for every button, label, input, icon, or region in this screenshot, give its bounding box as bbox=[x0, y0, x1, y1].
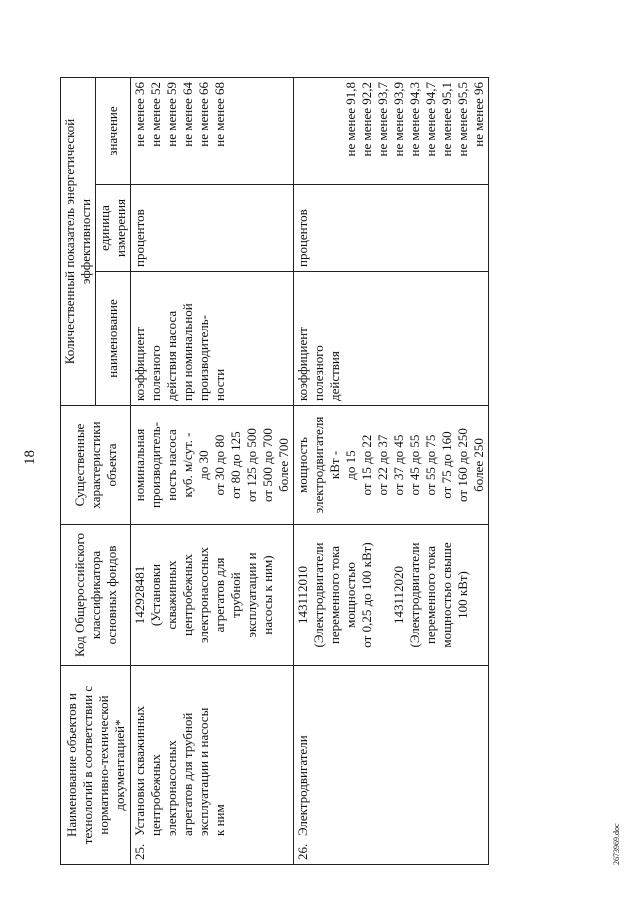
text-line: 143112010 bbox=[295, 565, 310, 625]
text-line: не менее 92,2 bbox=[359, 82, 374, 157]
header-value: значение bbox=[96, 78, 131, 185]
text-line: скважинных bbox=[164, 560, 179, 630]
header-row-1 bbox=[61, 78, 96, 865]
cell-code bbox=[294, 525, 489, 666]
text-line: не менее 95,1 bbox=[439, 82, 454, 157]
text-line: не менее 95,5 bbox=[455, 82, 470, 157]
text-line: производитель- bbox=[148, 422, 163, 508]
text-line: не менее 94,7 bbox=[423, 82, 438, 157]
text-line bbox=[375, 529, 391, 661]
text-line: от 22 до 37 bbox=[375, 434, 390, 496]
text-line: центробежных bbox=[148, 754, 163, 836]
text-line: Установки скважинных bbox=[132, 705, 147, 836]
text-line: кВт - bbox=[327, 450, 342, 480]
cell-object-name bbox=[294, 666, 489, 865]
spacer-line bbox=[327, 82, 343, 180]
header-object-name: Наименование объектов и технологий в соответствии с нормативно-технической документацией* bbox=[61, 666, 131, 865]
text-line: трубной bbox=[228, 572, 243, 618]
text-line: не менее 52 bbox=[148, 82, 163, 147]
text-line: от 15 до 22 bbox=[359, 434, 374, 496]
text-line: производитель- bbox=[196, 315, 211, 401]
text-line: не менее 94,3 bbox=[407, 82, 422, 157]
text-line: от 30 до 80 bbox=[212, 434, 227, 496]
header-indicator-group: Количественный показатель энергетической эффективности bbox=[61, 78, 96, 406]
text-line: куб. м/сут. - bbox=[180, 432, 195, 498]
document-id: 2673969.doc bbox=[612, 823, 621, 865]
text-line: от 80 до 125 bbox=[228, 431, 243, 499]
cell-values bbox=[131, 78, 294, 185]
spacer-line bbox=[311, 82, 327, 180]
text-line: эксплуатации и bbox=[244, 552, 259, 638]
cell-indicator bbox=[131, 272, 294, 406]
row-number: 26. bbox=[295, 843, 310, 860]
text-line: действия bbox=[327, 351, 342, 401]
text-line: от 160 до 250 bbox=[455, 428, 470, 502]
text-line: переменного тока bbox=[423, 545, 438, 645]
cell-unit: процентов bbox=[131, 185, 294, 272]
header-indicator-name: наименование bbox=[96, 272, 131, 406]
text-line: не менее 36 bbox=[132, 82, 147, 147]
cell-code bbox=[131, 525, 294, 666]
text-line: агрегатов для трубной bbox=[180, 712, 195, 836]
text-line: от 37 до 45 bbox=[391, 434, 406, 496]
text-line: не менее 64 bbox=[180, 82, 195, 147]
page-number: 18 bbox=[22, 450, 38, 465]
text-line: действия насоса bbox=[164, 310, 179, 401]
text-line: более 250 bbox=[471, 438, 486, 492]
text-line: от 0,25 до 100 кВт) bbox=[359, 542, 374, 648]
text-line: при номинальной bbox=[180, 303, 195, 401]
text-line: переменного тока bbox=[327, 545, 342, 645]
cell-values bbox=[294, 78, 489, 185]
text-line: электронасосных bbox=[196, 547, 211, 643]
text-line: мощностью свыше bbox=[439, 542, 454, 648]
text-line: не менее 66 bbox=[196, 82, 211, 147]
spacer-line bbox=[295, 82, 311, 180]
text-line: центробежных bbox=[180, 554, 195, 636]
text-line: 100 кВт) bbox=[455, 571, 470, 619]
cell-indicator bbox=[294, 272, 489, 406]
text-line: номинальная bbox=[132, 428, 147, 502]
text-line: мощность bbox=[295, 437, 310, 493]
text-line: (Установки bbox=[148, 563, 163, 627]
table-row bbox=[131, 78, 294, 865]
text-line: Электродвигатели bbox=[295, 735, 310, 836]
header-characteristics: Существенные характеристики объекта bbox=[61, 406, 131, 525]
cell-unit: процентов bbox=[294, 185, 489, 272]
text-line: от 55 до 75 bbox=[423, 434, 438, 496]
text-line: насосы к ним) bbox=[260, 555, 275, 635]
text-line: (Электродвигатели bbox=[311, 542, 326, 648]
text-line: от 125 до 500 bbox=[244, 428, 259, 502]
header-okof-code: Код Общероссийского классификатора основных фондов bbox=[61, 525, 131, 666]
text-line: к ним bbox=[212, 804, 227, 836]
table-row bbox=[294, 78, 489, 865]
text-line: коэффициент bbox=[132, 327, 147, 401]
row-name bbox=[295, 686, 311, 836]
text-line: 143112020 bbox=[391, 565, 406, 625]
text-line: 142928481 bbox=[132, 565, 147, 625]
text-line: не менее 59 bbox=[164, 82, 179, 147]
text-line: коэффициент bbox=[295, 327, 310, 401]
text-line: не менее 68 bbox=[212, 82, 227, 147]
text-line: агрегатов для bbox=[212, 557, 227, 633]
text-line: не менее 96 bbox=[471, 82, 486, 147]
text-line: ность насоса bbox=[164, 429, 179, 501]
cell-characteristics bbox=[131, 406, 294, 525]
text-line: до 30 bbox=[196, 450, 211, 480]
text-line: эксплуатации и насосы bbox=[196, 707, 211, 836]
text-line: более 700 bbox=[276, 438, 291, 492]
text-line: не менее 93,9 bbox=[391, 82, 406, 157]
efficiency-table bbox=[60, 77, 489, 865]
text-line: полезного bbox=[148, 345, 163, 401]
text-line: ности bbox=[212, 368, 227, 401]
text-line: не менее 91,8 bbox=[343, 82, 358, 157]
text-line: от 500 до 700 bbox=[260, 428, 275, 502]
text-line: от 75 до 160 bbox=[439, 431, 454, 499]
row-name bbox=[132, 686, 228, 836]
header-unit: единица измерения bbox=[96, 185, 131, 272]
text-line: электродвигателя bbox=[311, 416, 326, 514]
text-line: мощностью bbox=[343, 562, 358, 628]
text-line: полезного bbox=[311, 345, 326, 401]
text-line: от 45 до 55 bbox=[407, 434, 422, 496]
text-line: электронасосных bbox=[164, 740, 179, 836]
text-line: до 15 bbox=[343, 450, 358, 480]
text-line: не менее 93,7 bbox=[375, 82, 390, 157]
text-line: (Электродвигатели bbox=[407, 542, 422, 648]
row-number: 25. bbox=[132, 843, 147, 860]
cell-object-name bbox=[131, 666, 294, 865]
cell-characteristics bbox=[294, 406, 489, 525]
